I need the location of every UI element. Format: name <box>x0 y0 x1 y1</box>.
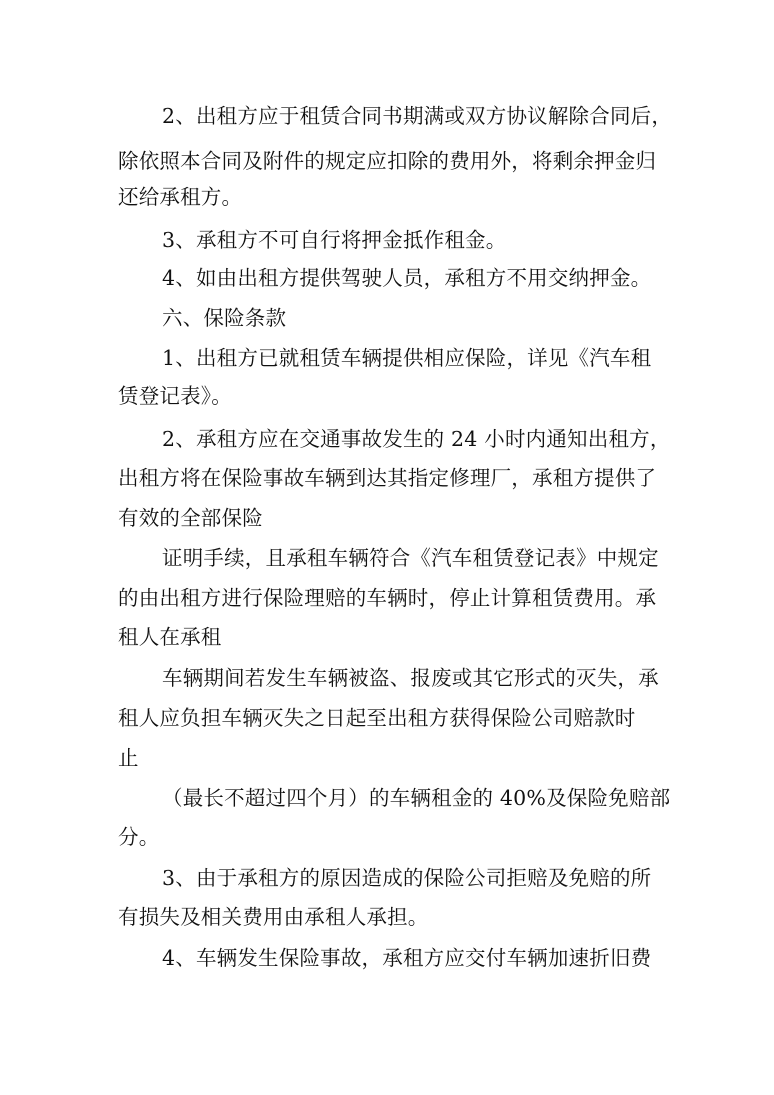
text-line: 还给承租方。 <box>118 185 243 209</box>
text-line: 租人应负担车辆灭失之日起至出租方获得保险公司赔款时 <box>118 706 636 730</box>
text-line: 3、由于承租方的原因造成的保险公司拒赔及免赔的所 <box>162 866 652 890</box>
text-line: 2、承租方应在交通事故发生的 24 小时内通知出租方， <box>162 427 671 451</box>
text-line: （最长不超过四个月）的车辆租金的 40%及保险免赔部 <box>162 786 671 810</box>
text-line: 3、承租方不可自行将押金抵作租金。 <box>162 228 507 252</box>
text-line: 出租方将在保险事故车辆到达其指定修理厂，承租方提供了 <box>118 466 657 490</box>
text-line: 车辆期间若发生车辆被盗、报废或其它形式的灭失，承 <box>162 666 659 690</box>
text-line: 止 <box>118 746 139 770</box>
section-heading: 六、保险条款 <box>162 306 287 330</box>
text-line: 证明手续，且承租车辆符合《汽车租赁登记表》中规定 <box>162 546 659 570</box>
text-line: 2、出租方应于租赁合同书期满或双方协议解除合同后， <box>162 104 673 128</box>
text-line: 4、如由出租方提供驾驶人员，承租方不用交纳押金。 <box>162 266 652 290</box>
text-line: 租人在承租 <box>118 625 222 649</box>
text-line: 赁登记表》。 <box>118 384 232 408</box>
text-line: 分。 <box>118 825 160 849</box>
text-line: 的由出租方进行保险理赔的车辆时，停止计算租赁费用。承 <box>118 586 657 610</box>
text-line: 有效的全部保险 <box>118 506 263 530</box>
text-line: 4、车辆发生保险事故，承租方应交付车辆加速折旧费 <box>162 946 652 970</box>
text-line: 除依照本合同及附件的规定应扣除的费用外，将剩余押金归 <box>118 149 657 173</box>
text-line: 有损失及相关费用由承租人承担。 <box>118 905 429 929</box>
text-line: 1、出租方已就租赁车辆提供相应保险，详见《汽车租 <box>162 346 652 370</box>
